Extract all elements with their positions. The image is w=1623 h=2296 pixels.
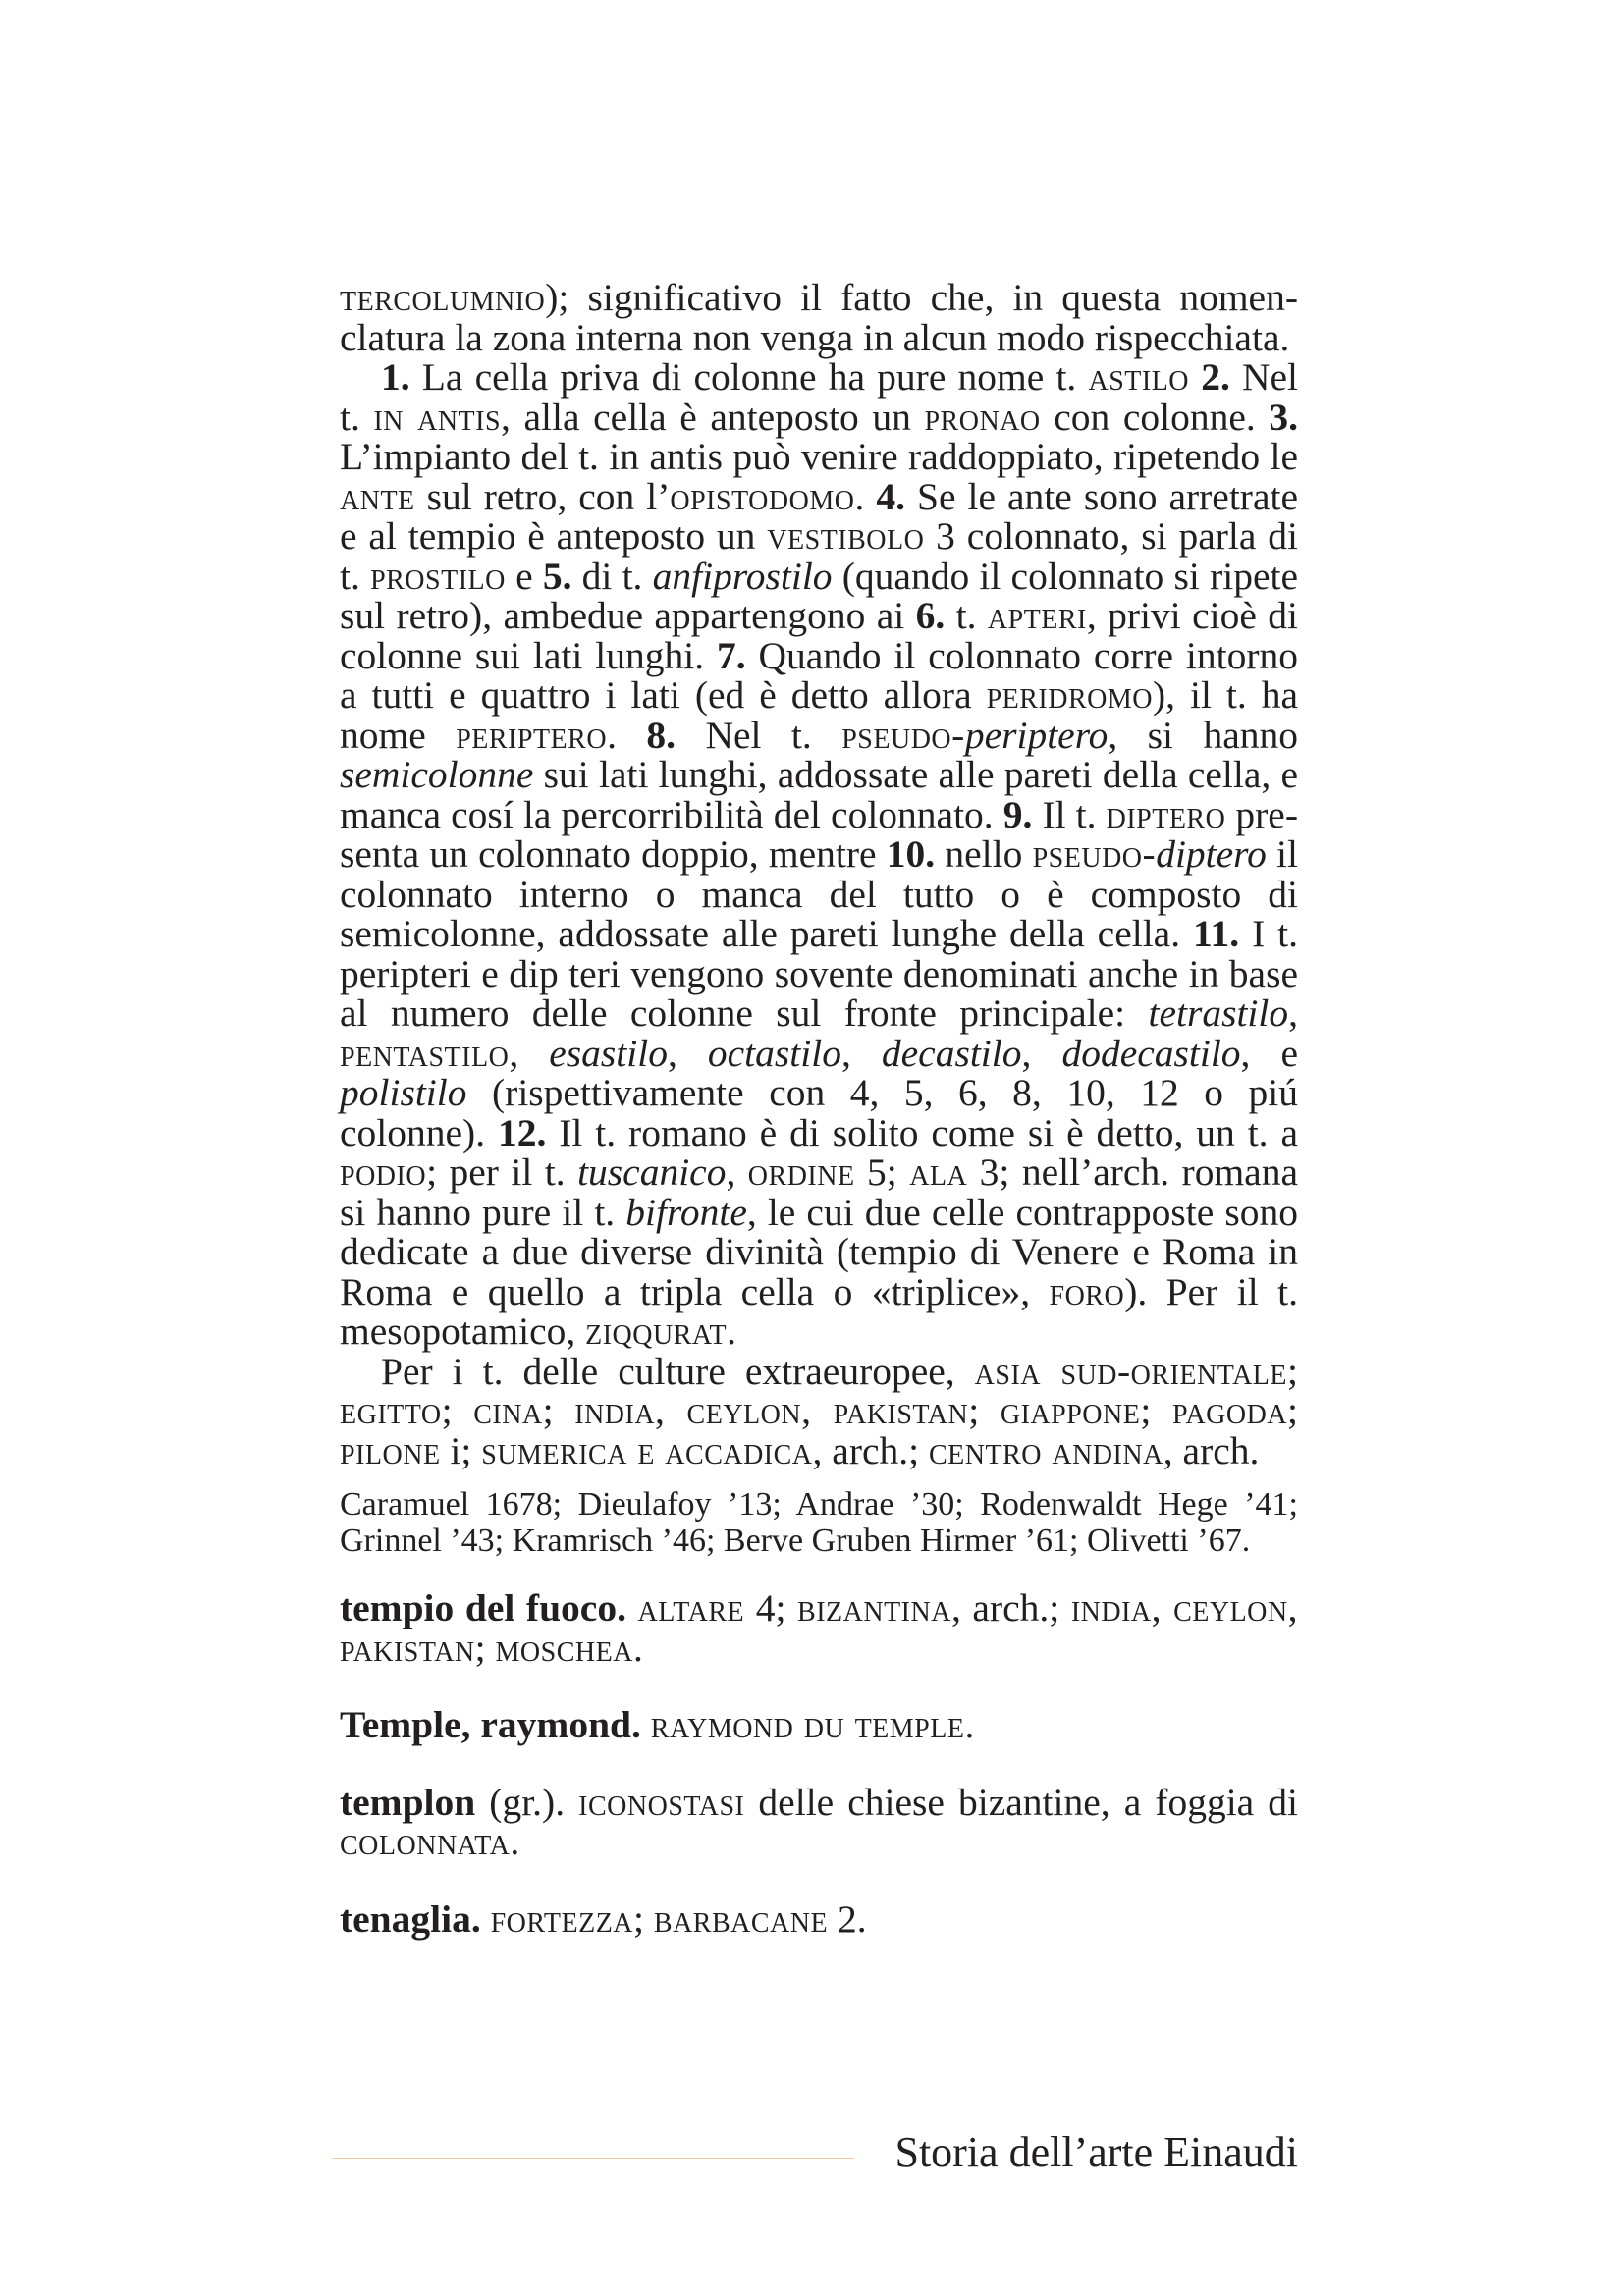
text-run: . [607,713,647,757]
text-run: , [1288,991,1298,1035]
text-run: sul retro, con l’ [414,474,671,518]
text-run: , privi cioè di colonne sui lati lunghi. [340,594,1298,677]
bold-run: 11. [1192,912,1240,955]
italic-run: polistilo [340,1071,467,1114]
cross-reference: india, ceylon, pakistan [340,1586,1298,1670]
cross-reference: ala [909,1150,968,1194]
text-run: t. [945,594,988,637]
text-run: , si hanno [1108,713,1298,757]
italic-run: diptero [1156,832,1267,876]
bold-run: 6. [915,594,946,637]
cross-reference: centro andina [928,1428,1163,1472]
cross-reference: raymond du temple [650,1703,965,1746]
bibliography [340,1486,1298,1559]
bold-run: templon [340,1780,476,1824]
cross-reference: pseudo- [841,713,965,757]
text-run: I t. peripteri e dip teri vengono sovente denominati anche in base al numero delle colonne sul fronte principale: [340,912,1298,1035]
text-run: ; [441,1389,474,1432]
cross-reference: diptero [1106,792,1226,836]
text-run: nello [935,832,1033,876]
text-run: con colonne. [1040,395,1270,439]
italic-run: esastilo [549,1031,668,1075]
text-run: ; [542,1389,575,1432]
bold-run: 8. [646,713,676,757]
cross-reference: cina [473,1389,543,1432]
text-run: presenta un colonnato doppio, mentre [340,792,1298,876]
text-run: , alla cella è anteposto un [501,395,925,439]
text-run [481,1897,491,1941]
text-run [626,1586,638,1629]
cross-reference: peridromo [986,673,1153,717]
cross-reference: apteri [987,594,1087,637]
text-run: . [727,1309,736,1353]
cross-reference: fortezza [490,1896,634,1941]
entry-tenaglia [340,1896,1298,1941]
text-run: i; [440,1428,482,1472]
text-run: ). Per il t. mesopotamico, [340,1269,1298,1353]
cross-reference: ziqqurat [585,1309,728,1353]
text-run: Il t. [1032,792,1107,836]
cross-reference: india, ceylon, pakistan [574,1389,969,1432]
text-run: , le cui due celle contrapposte sono dedicate a due diverse divinità (tempio di Venere e Roma in Roma e quello a tripla cella o «triplice», [340,1190,1298,1313]
entry-tempio-del-fuoco [340,1588,1298,1668]
footer-title: Storia dell’arte Einaudi [894,2128,1298,2176]
text-column [340,278,1298,1939]
text-run: ; [1287,1389,1299,1432]
bold-run: tempio del fuoco. [340,1586,626,1629]
italic-run: bifronte [625,1190,747,1234]
text-run: , [509,1031,550,1075]
bold-run: 10. [886,832,936,876]
text-run: (quando il colonnato si ripete sul retro), ambedue appartengono ai [340,554,1298,637]
entry-temple-raymond [340,1705,1298,1745]
bold-run: 3. [1269,395,1298,439]
cross-reference: pilone [340,1428,441,1472]
text-run: . [964,1703,975,1746]
cross-reference: prostilo [370,554,506,598]
italic-run: semicolonne [340,753,534,796]
footer-rule [332,2158,854,2159]
text-run: ; [633,1896,654,1941]
text-run [1189,355,1201,399]
text-run: , [840,1031,882,1075]
italic-run: dodecastilo [1061,1031,1241,1075]
text-run: Se le ante sono arretrate e al tempio è anteposto un [340,474,1298,558]
text-run: 3 colonnato, si parla di t. [340,514,1298,598]
cross-reference: altare [637,1586,745,1629]
text-run: , arch.; [812,1428,929,1472]
text-run: 2. [828,1896,867,1941]
text-run: ; [1140,1389,1172,1432]
bold-run: 4. [876,474,905,518]
text-run: (rispettivamente con 4, 5, 6, 8, 10, 12 o piú colonne). [340,1071,1298,1154]
cross-reference: foro [1049,1269,1125,1313]
cross-reference: ante [340,474,415,518]
text-run: ); significativo il fatto che, in questa nomenclatura la zona interna non venga in alcun modo rispecchiata. [340,276,1298,359]
cross-reference: egitto [340,1389,442,1432]
cross-reference: sumerica e accadica [481,1428,813,1472]
cross-reference: iconostasi [578,1780,745,1824]
text-run: sui lati lunghi, addossate alle pareti della cella, e manca cosí la percorribilità del colonnato. [340,753,1298,836]
text-run: . [510,1820,520,1863]
cross-reference: pronao [924,395,1041,439]
bold-run: 1. [381,355,410,399]
text-run: Nel t. [676,713,842,757]
cross-reference: tercolumnio [340,276,546,319]
cross-reference: vestibolo [767,514,925,558]
text-run: ; [474,1626,496,1670]
bold-run: 12. [497,1110,547,1154]
italic-run: tuscanico [577,1150,727,1194]
text-run: . [632,1626,643,1670]
text-run: , [726,1150,748,1194]
italic-run: anfiprostilo [652,554,833,598]
text-run: , e [1240,1031,1299,1075]
text-run: il colonnato interno o manca del tutto o è composto di semicolonne, addossate alle pareti lunghe della cella. [340,832,1298,955]
text-run: e [505,554,543,598]
bold-run: Temple, raymond. [340,1703,641,1746]
text-run [641,1703,651,1746]
paragraph-extra-european [340,1349,1299,1472]
cross-reference: moschea [495,1626,633,1670]
text-run: , [1021,1031,1062,1075]
text-run: 4; [744,1586,798,1629]
cross-reference: ordine [747,1150,855,1194]
bold-run: tenaglia. [340,1896,481,1941]
cross-reference: periptero [456,713,608,757]
text-run: ), il t. ha nome [340,673,1299,757]
cross-reference: in antis [373,395,502,439]
bold-run: 9. [1002,792,1033,836]
text-run: ; per il t. [426,1150,578,1194]
italic-run: decastilo [881,1031,1022,1075]
entry-templon [340,1780,1298,1863]
cross-reference: opistodomo [670,474,855,518]
bold-run: 5. [542,554,572,598]
cross-reference: asia sud-orientale [974,1349,1288,1393]
cross-reference: colonnata [340,1820,511,1863]
text-run: (gr.). [475,1780,579,1824]
text-run: di t. [571,554,653,598]
text-run: ; [1287,1349,1298,1393]
text-run: Caramuel 1678; Dieulafoy ’13; Andrae ’30; Rodenwaldt Hege ’41; Grinnel ’43; Kramrisch ’46; Berve Gruben Hirmer ’61; Olivetti ’67. [340,1486,1298,1559]
bold-run: 7. [716,633,746,677]
cross-reference: bizantina [797,1586,951,1629]
text-run: , arch. [1163,1428,1260,1472]
cross-reference: podio [340,1150,427,1194]
text-run: Quando il colonnato corre intorno a tutti e quattro i lati (ed è detto allora [340,633,1298,717]
cross-reference: astilo [1088,355,1190,399]
text-run: 3; nell’arch. romana si hanno pure il t. [340,1150,1298,1234]
italic-run: periptero [964,713,1109,757]
cross-reference: barbacane [653,1896,829,1941]
text-run: Per i t. delle culture extraeuropee, [381,1349,975,1393]
text-run: L’impianto del t. in antis può venire raddoppiato, ripetendo le [340,435,1298,478]
text-run: 5; [854,1150,910,1194]
text-run: Nel t. [340,355,1299,439]
cross-reference: pseudo- [1032,832,1157,876]
text-run: Il t. romano è di solito come si è detto, un t. a [546,1110,1298,1154]
italic-run: octastilo [707,1031,841,1075]
text-run: , [667,1031,708,1075]
italic-run: tetrastilo [1148,991,1289,1035]
bold-run: 2. [1201,355,1230,399]
text-run: . [854,474,877,518]
text-run: ; [968,1389,1001,1432]
text-run: , arch.; [950,1586,1071,1629]
cross-reference: pentastilo [340,1031,510,1075]
paragraph-temple-types [340,357,1298,1352]
text-run: delle chiese bizantine, a foggia di [744,1780,1298,1824]
cross-reference: giappone [1000,1389,1141,1432]
text-run: La cella priva di colonne ha pure nome t. [409,355,1089,399]
paragraph-continuation [340,278,1298,357]
cross-reference: pagoda [1171,1389,1288,1432]
